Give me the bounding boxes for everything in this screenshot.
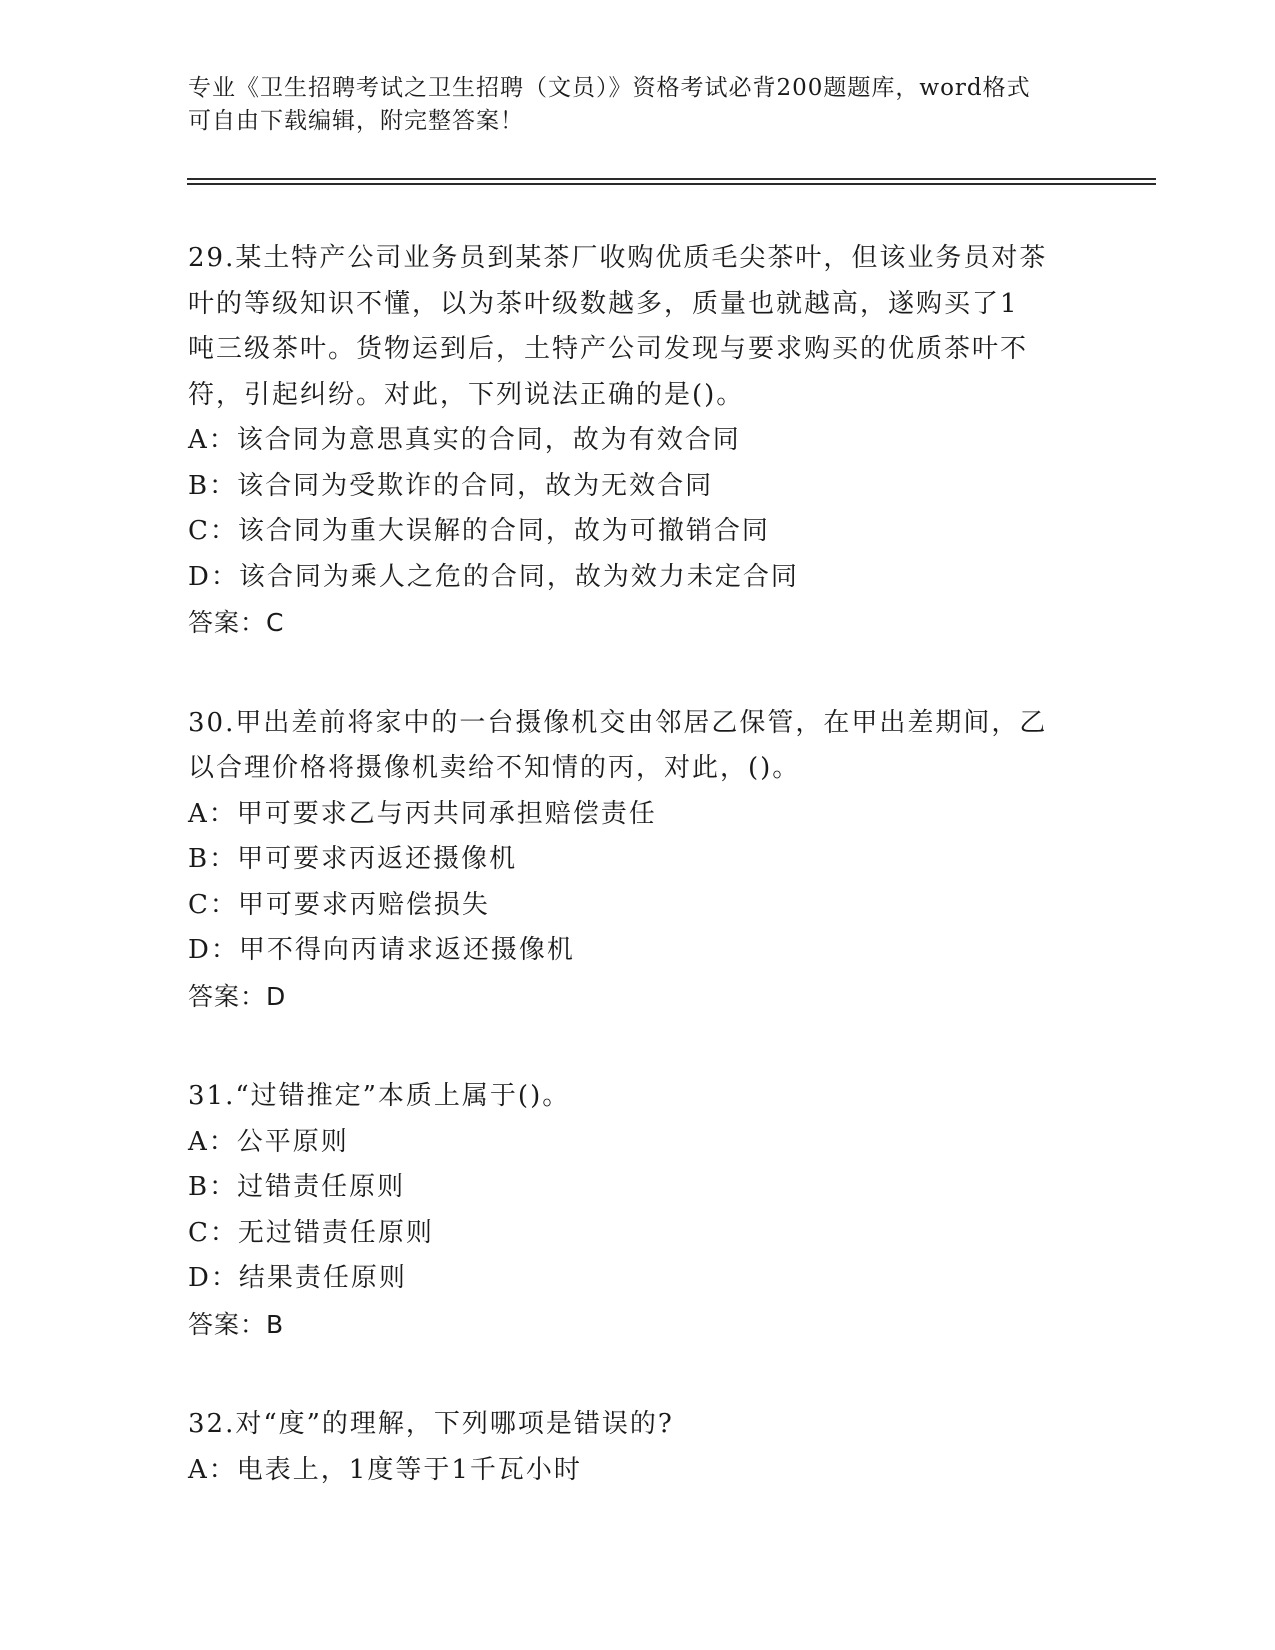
option-a: A：电表上，1度等于1千瓦小时 bbox=[188, 1454, 582, 1485]
option-a: A：该合同为意思真实的合同，故为有效合同 bbox=[188, 425, 741, 455]
question-stem-line: 31.“过错推定”本质上属于()。 bbox=[188, 1081, 571, 1111]
question-stem-line: 32.对“度”的理解，下列哪项是错误的? bbox=[188, 1409, 674, 1439]
answer-label: 答案：D bbox=[188, 981, 287, 1011]
answer-label: 答案：B bbox=[188, 1309, 285, 1339]
question-stem-line: 吨三级茶叶。货物运到后，土特产公司发现与要求购买的优质茶叶不 bbox=[188, 334, 1029, 364]
header-line-2: 可自由下载编辑，附完整答案！ bbox=[188, 108, 524, 134]
option-c: C：无过错责任原则 bbox=[188, 1217, 434, 1248]
option-d: D：结果责任原则 bbox=[188, 1263, 407, 1293]
answer-label: 答案：C bbox=[188, 608, 285, 637]
option-d: D：该合同为乘人之危的合同，故为效力未定合同 bbox=[188, 561, 799, 592]
option-b: B：该合同为受欺诈的合同，故为无效合同 bbox=[188, 470, 714, 501]
question-stem-line: 以合理价格将摄像机卖给不知情的丙，对此，()。 bbox=[188, 753, 801, 783]
question-stem-line: 30.甲出差前将家中的一台摄像机交由邻居乙保管，在甲出差期间，乙 bbox=[188, 707, 1048, 738]
header-divider-bottom bbox=[187, 183, 1156, 185]
question-30 bbox=[188, 701, 1088, 1020]
question-29 bbox=[188, 236, 1088, 646]
option-b: B：过错责任原则 bbox=[188, 1172, 406, 1202]
header-line-1: 专业《卫生招聘考试之卫生招聘（文员）》资格考试必背200题题库，word格式 bbox=[188, 75, 1031, 101]
question-31 bbox=[188, 1074, 1088, 1347]
option-c: C：甲可要求丙赔偿损失 bbox=[188, 889, 490, 920]
option-d: D：甲不得向丙请求返还摄像机 bbox=[188, 935, 575, 965]
document-header bbox=[188, 72, 1088, 138]
option-b: B：甲可要求丙返还摄像机 bbox=[188, 844, 518, 874]
question-list bbox=[188, 236, 1088, 1548]
option-a: A：甲可要求乙与丙共同承担赔偿责任 bbox=[188, 798, 657, 829]
question-32 bbox=[188, 1402, 1088, 1493]
question-stem-line: 符，引起纠纷。对此，下列说法正确的是()。 bbox=[188, 379, 745, 410]
header-divider-top bbox=[187, 178, 1156, 180]
option-a: A：公平原则 bbox=[188, 1126, 349, 1157]
option-c: C：该合同为重大误解的合同，故为可撤销合同 bbox=[188, 516, 770, 546]
question-stem-line: 29.某土特产公司业务员到某茶厂收购优质毛尖茶叶，但该业务员对茶 bbox=[188, 243, 1048, 273]
question-stem-line: 叶的等级知识不懂，以为茶叶级数越多，质量也就越高，遂购买了1 bbox=[188, 288, 1019, 319]
